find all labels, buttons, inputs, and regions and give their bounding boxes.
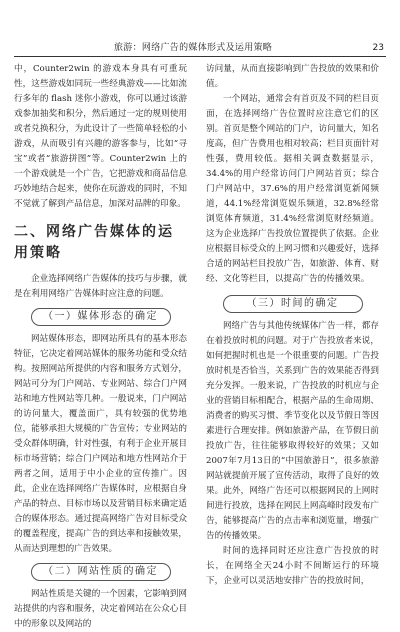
right-column xyxy=(206,62,379,589)
intro-paragraph: 中，Counter2win 的游戏本身具有可重玩性，这些游戏如同玩一些经典游戏——比如流行多年的 flash 迷你小游戏，你可以通过该游戏参加抽奖和积分，然后通过一定的规则使用或者兑换积分，为此设计了一些简单轻松的小游戏，从而吸引有兴趣的游客参与，比如“寻宝”或者“旅游拼图”等。Counter2win 上的一个游戏就是一个广告，它把游戏和商品信息巧妙地结合起来，使你在玩游戏的同时，不知不觉就了解到产品信息，加深对品牌的印象。 xyxy=(14,64,187,209)
statistics-paragraph: 一个网站，通常会有首页及不同的栏目页面，在选择网络广告位置时应注意它们的区别。首页是整个网站的门户，访问量大，知名度高，但广告费用也相对较高；栏目页面针对性强，费用较低。据相关调查数据显示，34.4%的用户经常访问门户网站首页；综合门户网站中，37.6%的用户经常浏览新闻频道，44.1%经常浏览娱乐频道，32.8%经常浏览体育频道，31.4%经常浏览财经频道。这为企业选择广告投放位置提供了依据。企业应根据目标受众的上网习惯和兴趣爱好，选择合适的网站栏目投放广告，如旅游、体育、财经、文化等栏目，以提高广告的传播效果。 xyxy=(206,94,379,284)
subsection-heading-media-form: （一）媒体形态的确定 xyxy=(31,308,171,326)
subsection-heading-site-nature: （二）网站性质的确定 xyxy=(31,563,171,581)
left-column xyxy=(14,62,187,632)
section-title: 二、网络广告媒体的运用策略 xyxy=(14,224,174,261)
closing-paragraph: 时间的选择同时还应注意广告投放的时长，在网络全天24小时不间断运行的环境下，企业可以灵活地安排广告的投放时间， xyxy=(206,546,379,586)
page-number: 23 xyxy=(372,43,384,53)
subsection-heading-timing: （三）时间的确定 xyxy=(223,295,363,313)
running-header xyxy=(14,42,386,57)
section-intro-paragraph: 企业选择网络广告媒体的技巧与步骤，就是在利用网络广告媒体时应注意的问题。 xyxy=(14,274,187,299)
continued-paragraph: 访问量，从而直接影响到广告投放的效果和价值。 xyxy=(206,64,379,89)
site-nature-paragraph: 网站性质是关键的一个因素，它影响到网站提供的内容和服务，决定着网站在公众心目中的形象以及网站的 xyxy=(14,589,187,629)
timing-paragraph: 网络广告与其他传统媒体广告一样，都存在着投放时机的问题。对于广告投放者来说，如何把握时机也是一个很重要的问题。广告投放时机是否恰当，关系到广告的效果能否得到充分发挥。一般来说，广告投放的时机应与企业的营销目标相配合，根据产品的生命周期、消费者的购买习惯、季节变化以及节假日等因素进行合理安排。例如旅游产品，在节假日前投放广告，往往能够取得较好的效果；又如2007年7月13日的“中国旅游日”，很多旅游网站就提前开展了宣传活动，取得了良好的效果。此外，网络广告还可以根据网民的上网时间进行投放，选择在网民上网高峰时段发布广告，能够提高广告的点击率和浏览量，增强广告的传播效果。 xyxy=(206,321,379,541)
media-form-paragraph: 网站媒体形态，即网站所具有的基本形态特征，它决定着网站媒体的服务功能和受众结构。按照网站所提供的内容和服务方式划分，网站可分为门户网站、专业网站、综合门户网站和地方性网站等几种。一般说来，门户网站的访问量大，覆盖面广，具有较强的优势地位，能够承担大规模的广告宣传；专业网站的受众群体明确，针对性强，有利于企业开展目标市场营销；综合门户网站和地方性网站介于两者之间，适用于中小企业的宣传推广。因此，企业在选择网络广告媒体时，应根据自身产品的特点、目标市场以及营销目标来确定适合的媒体形态。通过提高网络广告对目标受众的覆盖程度，提高广告的到达率和接触效果，从而达到理想的广告效果。 xyxy=(14,334,187,554)
running-title: 旅游：网络广告的媒体形式及运用策略 xyxy=(114,43,273,53)
